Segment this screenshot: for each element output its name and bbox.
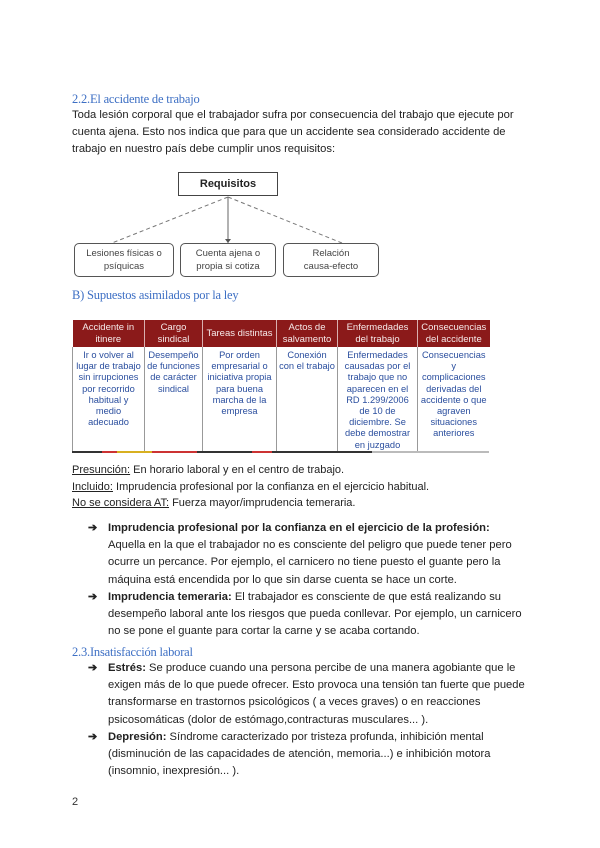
arrow-bullet-icon: ➔: [88, 662, 98, 674]
column-header: Consecuencias del accidente: [418, 320, 490, 347]
section-heading-supuestos: B) Supuestos asimilados por la ley: [72, 288, 239, 302]
item-title: Depresión:: [108, 730, 167, 743]
item-text: Aquella en la que el trabajador no es consciente del peligro que puede tener pero ocurre un percance. Por ejemplo, el carnicero no tiene puesto el guante pero la máquina está encendida por lo que sin darse cuenta se hace un corte.: [108, 539, 512, 586]
arrow-bullet-icon: ➔: [88, 522, 98, 534]
note-incluido: [72, 479, 429, 496]
node-text-line2: propia si cotiza: [196, 261, 260, 272]
column-header: Cargo sindical: [145, 320, 203, 347]
table-cell: Enfermedades causadas por el trabajo que no aparecen en el RD 1.299/2006 de 10 de diciembre. Se debe demostrar en juzgado: [338, 347, 418, 451]
node-text-line2: causa-efecto: [303, 261, 359, 272]
note-text: Imprudencia profesional por la confianza en el ejercicio habitual.: [112, 480, 430, 493]
diagram-node-relacion: [283, 243, 379, 277]
table-row: [73, 347, 490, 451]
column-header: Actos de salvamento: [277, 320, 338, 347]
list-item-imprudencia-profesional: [88, 520, 528, 589]
diagram-node-lesiones: [74, 243, 174, 277]
note-label: Incluido:: [72, 480, 113, 493]
item-title: Estrés:: [108, 662, 146, 674]
diagram-root-requisitos: Requisitos: [178, 172, 278, 196]
list-item-estres: [88, 660, 528, 729]
item-title: Imprudencia profesional por la confianza en el ejercicio de la profesión:: [108, 522, 490, 534]
table-bottom-border: [72, 451, 489, 453]
node-text-line1: Lesiones físicas o: [86, 248, 162, 259]
note-no-considera: [72, 495, 429, 512]
item-text: El trabajador es consciente de que está realizando su desempeño laboral ante los riesgos que pueda conllevar. Por ejemplo, un carnicero no se pone el guante para cortar la carne y se acaba cortando.: [108, 590, 522, 638]
column-header: Accidente in itinere: [73, 320, 145, 347]
supuestos-table: [72, 320, 489, 453]
item-title: Imprudencia temeraria:: [108, 590, 232, 603]
note-label: Presunción:: [72, 464, 131, 476]
table-cell: Conexión con el trabajo: [277, 347, 338, 451]
list-item-depresion: [88, 729, 528, 781]
note-presuncion: [72, 462, 429, 479]
table-cell: Por orden empresarial o iniciativa propia para buena marcha de la empresa: [203, 347, 277, 451]
node-text-line1: Cuenta ajena o: [195, 248, 261, 259]
node-text-line1: Relación: [312, 248, 350, 259]
list-item-imprudencia-temeraria: [88, 589, 528, 641]
requisitos-diagram: [72, 170, 382, 270]
paragraph-definicion-accidente: Toda lesión corporal que el trabajador sufra por consecuencia del trabajo que ejecute por cuenta ajena. Esto nos indica que para que un accidente sea considerado accidente de trabajo en nuestro país debe cumplir unos requisitos:: [72, 109, 514, 155]
note-label: No se considera AT:: [72, 497, 170, 509]
table-cell: Ir o volver al lugar de trabajo sin irrupciones por recorrido habitual y medio adecuado: [73, 347, 145, 451]
item-text: Síndrome caracterizado por tristeza profunda, inhibición mental (disminución de las capacidades de atención, memoria...) e inhibición motora (insomnio, inexpresión... ).: [108, 730, 491, 778]
page-number: 2: [72, 796, 79, 808]
arrow-bullet-icon: ➔: [88, 730, 98, 743]
note-text: Fuerza mayor/imprudencia temeraria.: [169, 497, 356, 509]
section-heading-accidente-trabajo: 2.2.El accidente de trabajo: [72, 92, 200, 106]
table-header-row: [73, 320, 490, 347]
node-text-line2: psíquicas: [103, 261, 145, 272]
item-text: Se produce cuando una persona percibe de una manera agobiante que le exigen más de lo que puede ofrecer. Esto provoca una tensión tan fuerte que puede transformarse en trastornos psicológicos ( a veces graves) o en reacciones psicosomáticas (dolor de estómago,contracturas musculares... ).: [108, 662, 525, 726]
arrow-bullet-icon: ➔: [88, 590, 98, 603]
table-cell: Desempeño de funciones de carácter sindical: [145, 347, 203, 451]
section-heading-insatisfaccion: 2.3.Insatisfacción laboral: [72, 645, 193, 659]
insatisfaccion-list: [88, 660, 528, 780]
column-header: Tareas distintas: [203, 320, 277, 347]
table-cell: Consecuencias y complicaciones derivadas del accidente o que agraven situaciones anteriores: [418, 347, 490, 451]
diagram-node-cuenta-ajena: [180, 243, 276, 277]
notes-block: [72, 462, 429, 512]
column-header: Enfermedades del trabajo: [338, 320, 418, 347]
note-text: En horario laboral y en el centro de trabajo.: [130, 464, 345, 476]
imprudencias-list: [88, 520, 528, 640]
